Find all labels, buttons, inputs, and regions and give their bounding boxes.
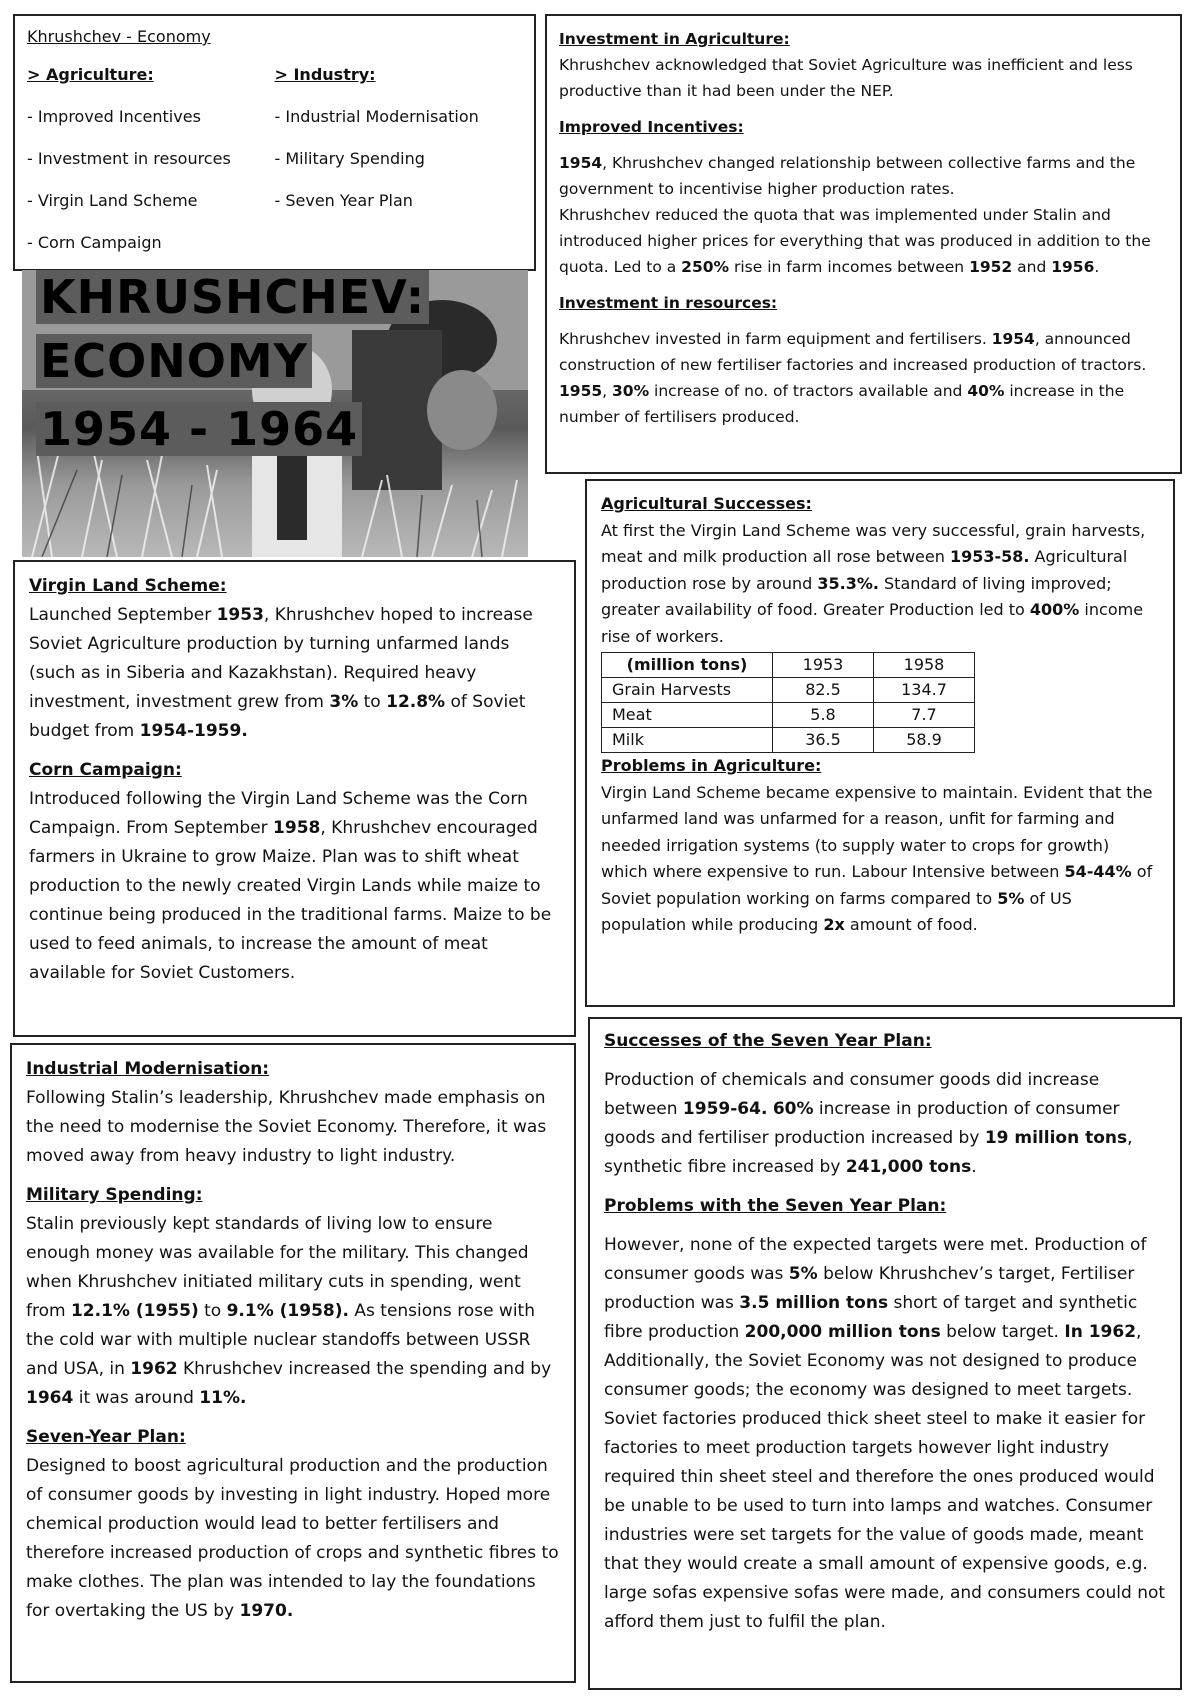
section-heading: Problems in Agriculture: bbox=[601, 756, 822, 775]
table-row bbox=[602, 678, 975, 703]
agricultural-successes-box bbox=[585, 479, 1175, 1007]
paragraph: However, none of the expected targets were met. Production of consumer goods was 5% below Khrushchev’s target, Fertiliser production was 3.5 million tons short of target and synthetic fibre production 200,000 million tons below target. In 1962, Additionally, the Soviet Economy was not designed to produce consumer goods; the economy was designed to meet targets. Soviet factories produced thick sheet steel to make it easier for factories to meet production targets however light industry required thin sheet steel and therefore the ones produced would be unable to be used to turn into lamps and watches. Consumer industries were set targets for the value of goods made, meant that they would create a small amount of expensive goods, e.g. large sofas expensive sofas were made, and consumers could not afford them just to fulfil the plan. bbox=[604, 1235, 1166, 1632]
table-cell: 134.7 bbox=[874, 678, 975, 703]
title-line-1: KHRUSHCHEV: bbox=[36, 270, 429, 324]
table-cell: Grain Harvests bbox=[602, 678, 773, 703]
table-header-cell: (million tons) bbox=[602, 653, 773, 678]
title-photo bbox=[22, 270, 528, 557]
list-item: - Virgin Land Scheme bbox=[27, 191, 198, 210]
paragraph: 1954, Khrushchev changed relationship between collective farms and the government to incentivise higher production rates. bbox=[559, 154, 1136, 198]
contents-title: Khrushchev - Economy bbox=[27, 27, 211, 46]
section-heading: Investment in resources: bbox=[559, 294, 778, 312]
paragraph: Khrushchev acknowledged that Soviet Agriculture was inefficient and less productive than it had been under the NEP. bbox=[559, 56, 1133, 100]
table-header-cell: 1953 bbox=[773, 653, 874, 678]
list-item: - Military Spending bbox=[274, 149, 425, 168]
section-heading: Military Spending: bbox=[26, 1185, 203, 1205]
investment-agriculture-box bbox=[545, 14, 1182, 474]
table-cell: 82.5 bbox=[773, 678, 874, 703]
section-heading: Corn Campaign: bbox=[29, 760, 182, 780]
paragraph: At first the Virgin Land Scheme was very successful, grain harvests, meat and milk production all rose between 1953-58. Agricultural production rose by around 35.3%. Standard of living improved; greater availability of food. Greater Production led to 400% income rise of workers. bbox=[601, 520, 1146, 646]
section-heading: Seven-Year Plan: bbox=[26, 1427, 186, 1447]
section-heading: Investment in Agriculture: bbox=[559, 30, 790, 48]
list-item: - Industrial Modernisation bbox=[274, 107, 479, 126]
section-heading: Problems with the Seven Year Plan: bbox=[604, 1196, 947, 1216]
industrial-box bbox=[10, 1043, 576, 1683]
list-item: - Improved Incentives bbox=[27, 107, 201, 126]
section-heading: Successes of the Seven Year Plan: bbox=[604, 1031, 932, 1051]
section-heading: Agricultural Successes: bbox=[601, 494, 812, 513]
table-row bbox=[602, 728, 975, 753]
table-cell: 5.8 bbox=[773, 703, 874, 728]
paragraph: Virgin Land Scheme became expensive to maintain. Evident that the unfarmed land was unfarmed for a reason, unfit for farming and needed irrigation systems (to supply water to crops for growth) which where expensive to run. Labour Intensive between 54-44% of Soviet population working on farms compared to 5% of US population while producing 2x amount of food. bbox=[601, 782, 1153, 934]
virgin-land-box bbox=[13, 560, 576, 1037]
paragraph: Khrushchev reduced the quota that was implemented under Stalin and introduced higher prices for everything that was produced in addition to the quota. Led to a 250% rise in farm incomes between 1952 and 1956. bbox=[559, 206, 1151, 276]
list-item: - Investment in resources bbox=[27, 149, 231, 168]
paragraph: Introduced following the Virgin Land Scheme was the Corn Campaign. From September 1958, Khrushchev encouraged farmers in Ukraine to grow Maize. Plan was to shift wheat production to the newly created Virgin Lands while maize to continue being produced in the traditional farms. Maize to be used to feed animals, to increase the amount of meat available for Soviet Customers. bbox=[29, 789, 552, 983]
title-line-2: ECONOMY bbox=[36, 334, 312, 388]
agriculture-heading: > Agriculture: bbox=[27, 65, 154, 84]
paragraph: Launched September 1953, Khrushchev hoped to increase Soviet Agriculture production by turning unfarmed lands (such as in Siberia and Kazakhstan). Required heavy investment, investment grew from 3% to 12.8% of Soviet budget from 1954-1959. bbox=[29, 605, 533, 741]
production-table bbox=[601, 652, 975, 753]
title-line-3: 1954 - 1964 bbox=[36, 402, 362, 456]
table-header-cell: 1958 bbox=[874, 653, 975, 678]
contents-box bbox=[13, 14, 536, 271]
industry-heading: > Industry: bbox=[274, 65, 376, 84]
paragraph: Stalin previously kept standards of living low to ensure enough money was available for the military. This changed when Khrushchev initiated military cuts in spending, went from 12.1% (1955) to 9.1% (1958). As tensions rose with the cold war with multiple nuclear standoffs between USSR and USA, in 1962 Khrushchev increased the spending and by 1964 it was around 11%. bbox=[26, 1214, 552, 1408]
table-row bbox=[602, 703, 975, 728]
agriculture-column bbox=[27, 54, 275, 264]
industry-column bbox=[275, 54, 523, 264]
list-item: - Corn Campaign bbox=[27, 233, 162, 252]
paragraph: Khrushchev invested in farm equipment and fertilisers. 1954, announced construction of new fertiliser factories and increased production of tractors. 1955, 30% increase of no. of tractors available and 40% increase in the number of fertilisers produced. bbox=[559, 330, 1147, 426]
table-cell: Milk bbox=[602, 728, 773, 753]
table-cell: Meat bbox=[602, 703, 773, 728]
paragraph: Following Stalin’s leadership, Khrushchev made emphasis on the need to modernise the Soviet Economy. Therefore, it was moved away from heavy industry to light industry. bbox=[26, 1088, 547, 1166]
seven-year-plan-box bbox=[588, 1017, 1182, 1690]
section-heading: Virgin Land Scheme: bbox=[29, 576, 227, 596]
paragraph: Production of chemicals and consumer goods did increase between 1959-64. 60% increase in production of consumer goods and fertiliser production increased by 19 million tons, synthetic fibre increased by 241,000 tons. bbox=[604, 1070, 1133, 1177]
section-heading: Industrial Modernisation: bbox=[26, 1059, 270, 1079]
paragraph: Designed to boost agricultural production and the production of consumer goods by investing in light industry. Hoped more chemical production would lead to better fertilisers and therefore increased production of crops and synthetic fibres to make clothes. The plan was intended to lay the foundations for overtaking the US by 1970. bbox=[26, 1456, 559, 1621]
table-cell: 58.9 bbox=[874, 728, 975, 753]
table-cell: 7.7 bbox=[874, 703, 975, 728]
table-cell: 36.5 bbox=[773, 728, 874, 753]
table-header-row bbox=[602, 653, 975, 678]
section-heading: Improved Incentives: bbox=[559, 118, 744, 136]
list-item: - Seven Year Plan bbox=[274, 191, 413, 210]
